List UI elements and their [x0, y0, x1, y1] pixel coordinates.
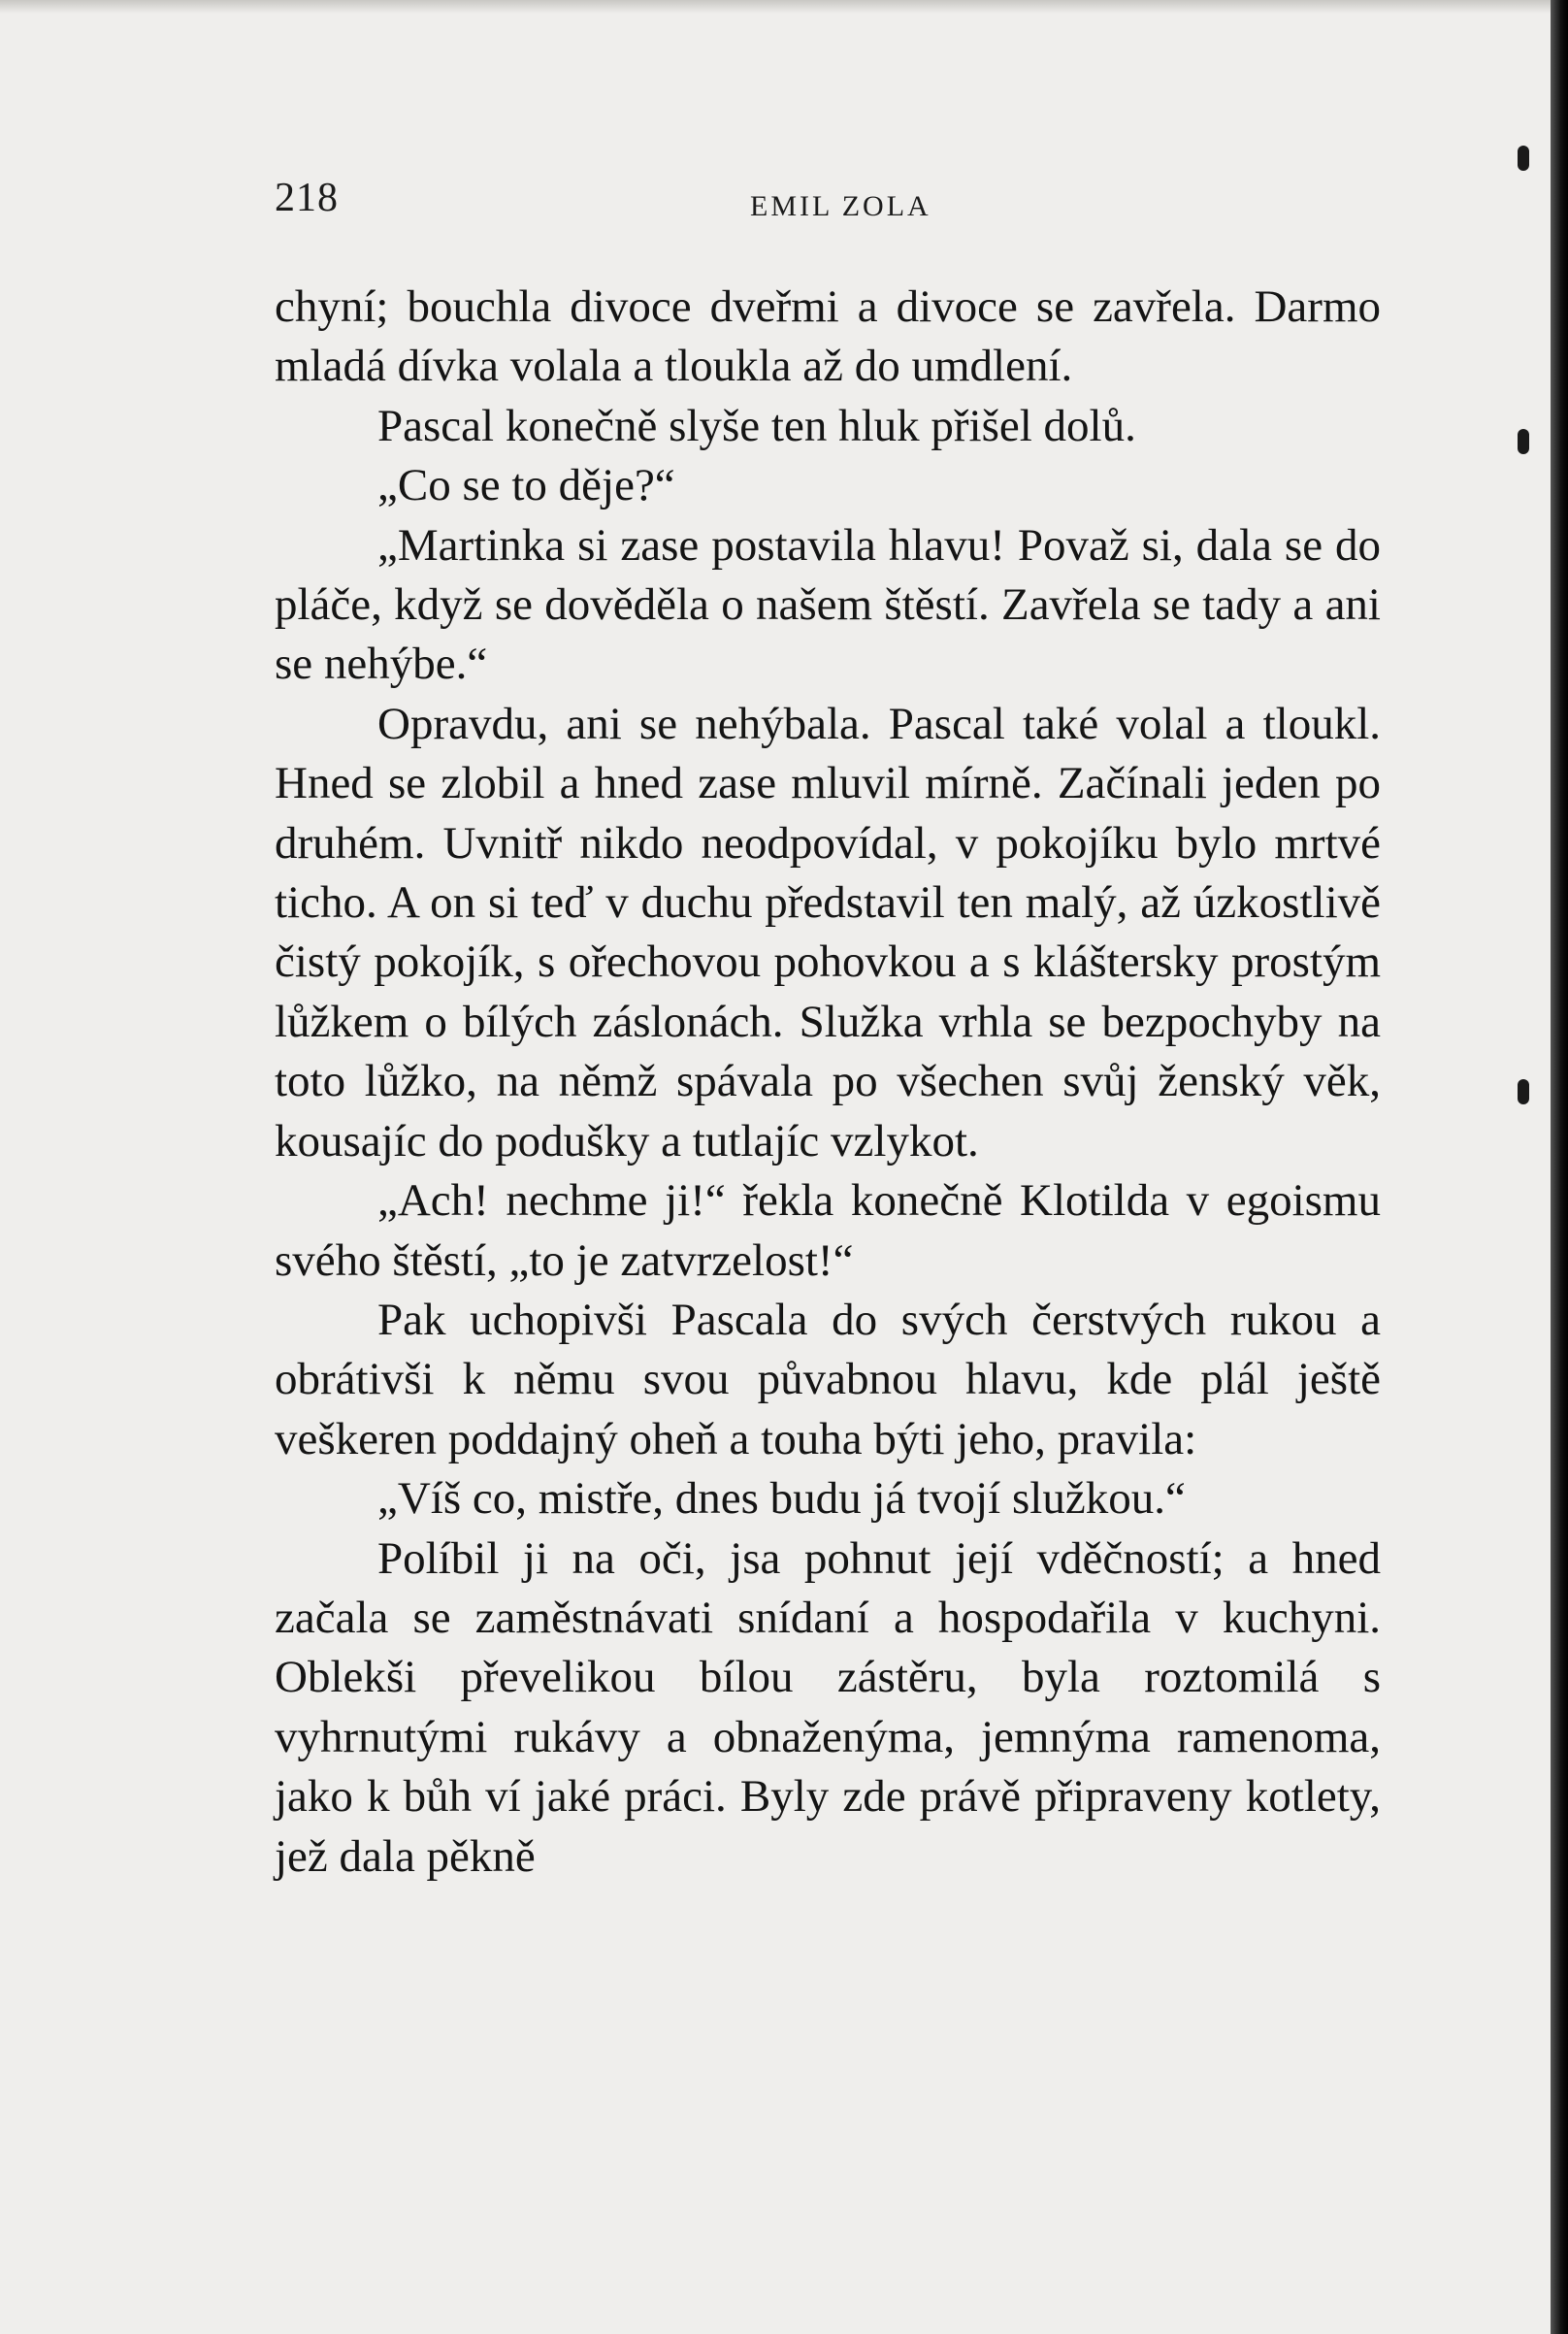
page-top-shadow [0, 0, 1551, 14]
paragraph: Pak uchopivši Pascala do svých čerstvých rukou a obrátivši k němu svou půvabnou hlavu, kde plál ještě veškeren poddajný oheň a touha býti jeho, pravila: [275, 1294, 1381, 1464]
paragraph: „Co se to děje?“ [377, 460, 675, 511]
scan-mark [1518, 429, 1529, 454]
paragraph: „Ach! nechme ji!“ řekla konečně Klotilda v egoismu svého štěstí, „to je zatvrzelost!“ [275, 1175, 1381, 1286]
paragraph: „Martinka si zase postavila hlavu! Považ si, dala se do pláče, když se dověděla o našem štěstí. Zavřela se tady a ani se nehýbe.“ [275, 519, 1381, 690]
running-title: EMIL ZOLA [750, 190, 931, 222]
running-head [275, 175, 1381, 243]
body-text [275, 278, 1381, 1887]
paragraph: Opravdu, ani se nehýbala. Pascal také volal a tloukl. Hned se zlobil a hned zase mluvil mírně. Začínali jeden po druhém. Uvnitř nikdo neodpovídal, v pokojíku bylo mrtvé ticho. A on si teď v duchu představil ten malý, až úzkostlivě čistý pokojík, s ořechovou pohovkou a s kláštersky prostým lůžkem o bílých záslonách. Služka vrhla se bezpochyby na toto lůžko, na němž spávala po všechen svůj ženský věk, kousajíc do podušky a tutlajíc vzlykot. [275, 698, 1381, 1167]
paragraph: Pascal konečně slyše ten hluk přišel dolů. [377, 400, 1136, 451]
paragraph: „Víš co, mistře, dnes budu já tvojí služkou.“ [377, 1473, 1186, 1525]
page-number: 218 [275, 176, 339, 220]
scan-mark [1518, 1079, 1529, 1104]
paragraph-continuation: chyní; bouchla divoce dveřmi a divoce se zavřela. Darmo mladá dívka volala a tloukla až do umdlení. [275, 281, 1381, 392]
page-edge-shadow [1551, 0, 1568, 2334]
scan-mark [1518, 146, 1529, 171]
paragraph: Políbil ji na oči, jsa pohnut její vděčností; a hned začala se zaměstnávati snídaní a hospodařila v kuchyni. Oblekši převelikou bílou zástěru, byla roztomilá s vyhrnutými rukávy a obnaženýma, jemnýma ramenoma, jako k bůh ví jaké práci. Byly zde právě připraveny kotlety, jež dala pěkně [275, 1532, 1381, 1882]
